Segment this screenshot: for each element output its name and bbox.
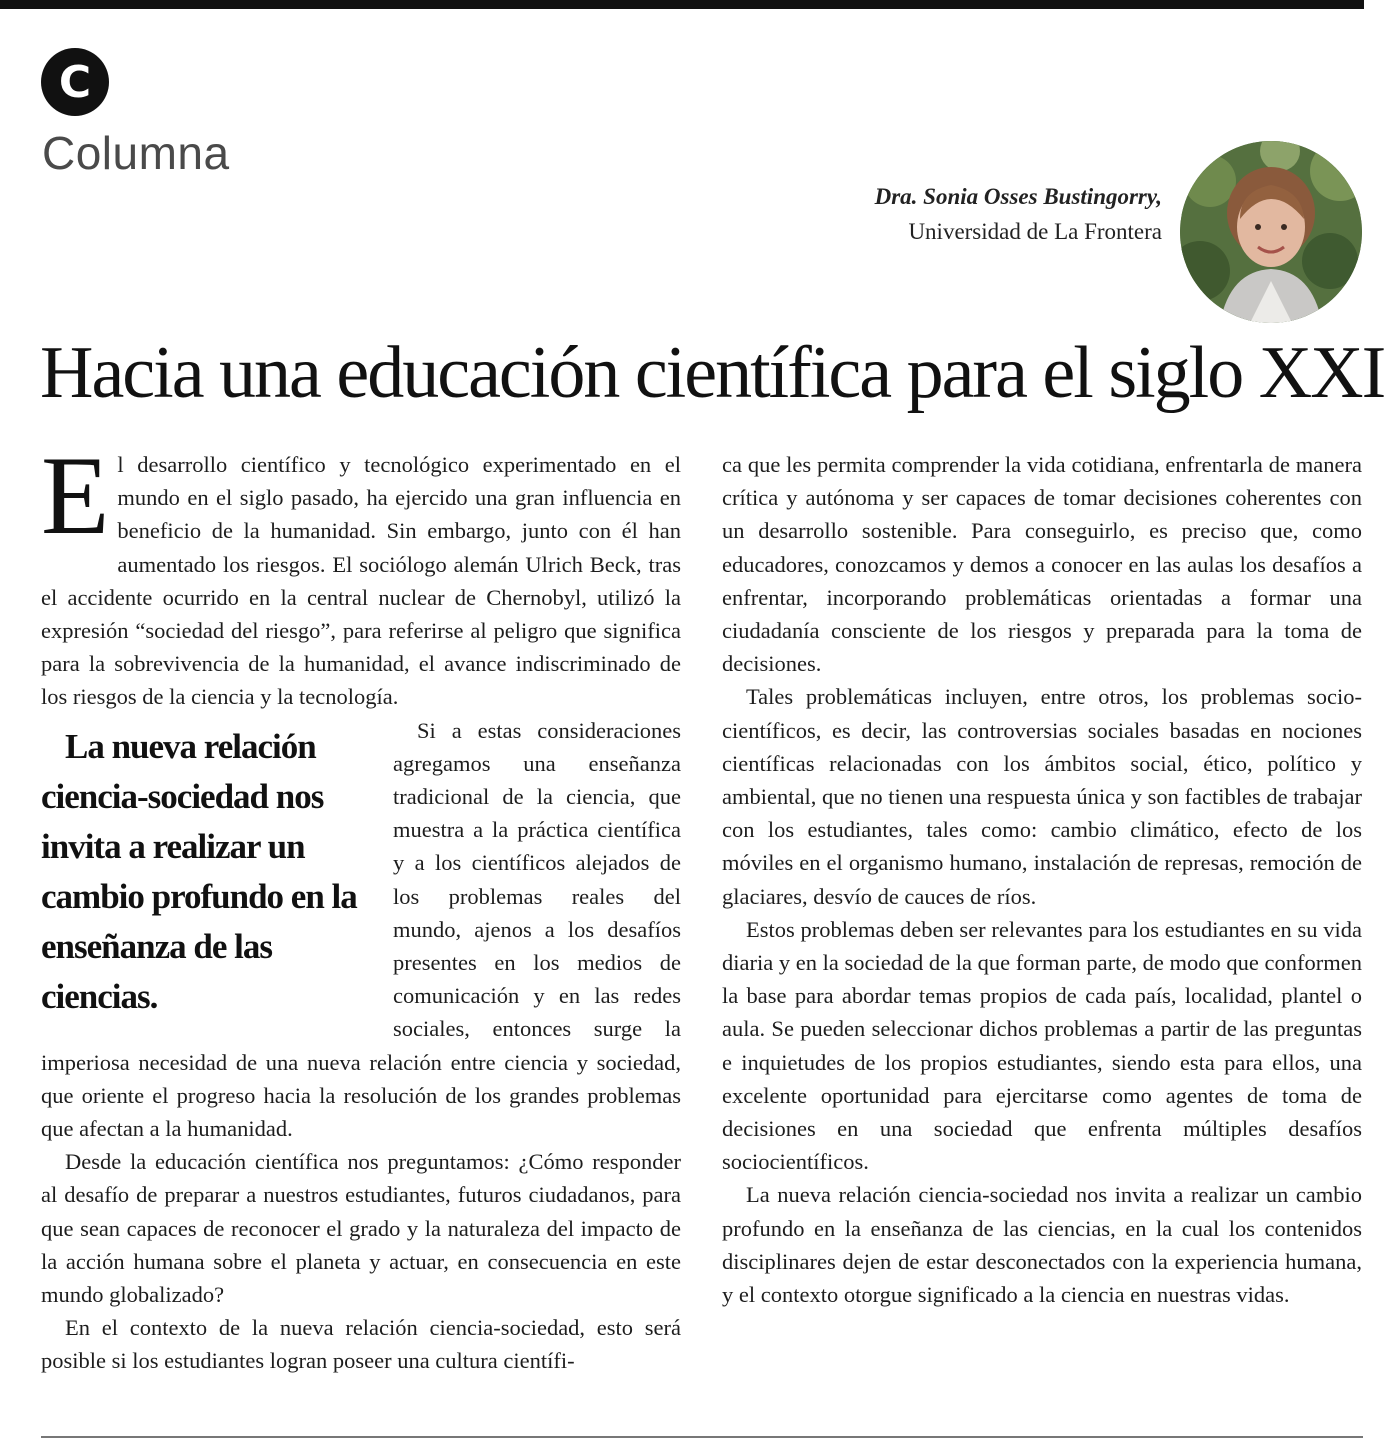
top-rule	[0, 0, 1364, 9]
author-portrait-image	[1180, 141, 1362, 323]
paragraph-6: Estos problemas deben ser relevantes para los estudiantes en su vida diaria y en la sociedad de la que forman parte, de modo que conformen la base para abordar temas propios de cada país, localidad, plantel o aula. Se pueden seleccionar dichos problemas a partir de las preguntas e inquietudes de los propios estudiantes, siendo esta para ellos, una excelente oportunidad para ejercitarse como agentes de toma de decisiones en una sociedad que enfrenta múltiples desafíos sociocientíficos.	[722, 916, 1362, 1175]
paragraph-2: La nueva relación ciencia-sociedad nos invita a realizar un cambio profundo en la enseñanza de las ciencias. Si a estas consideraciones agregamos una enseñanza tradicional de la ciencia, que muestra a la práctica científica y a los científicos alejados de los problemas reales del mundo, ajenos a los desafíos presentes en los medios de comunicación y en las redes sociales, entonces surge la imperiosa necesidad de una nueva relación entre ciencia y sociedad, que oriente el progreso hacia la resolución de los grandes problemas que afectan a la humanidad.	[41, 717, 681, 1142]
article-column-left	[41, 434, 681, 1378]
section-label: Columna	[42, 127, 230, 179]
article-column-right	[722, 448, 1362, 1311]
author-affiliation: Universidad de La Frontera	[908, 219, 1162, 244]
paragraph-4-continued: ca que les permita comprender la vida cotidiana, enfrentarla de manera crítica y autónoma y ser capaces de tomar decisiones coherentes con un desarrollo sostenible. Para conseguirlo, es preciso que, como educadores, conozcamos y demos a conocer en las aulas los desafíos a enfrentar, incorporando problemáticas orientadas a formar una ciudadanía consciente de los riesgos y preparada para la toma de decisiones.	[722, 452, 1362, 677]
paragraph-4-start: En el contexto de la nueva relación ciencia-sociedad, esto será posible si los estudiantes logran poseer una cultura científi-	[41, 1315, 681, 1374]
paragraph-5: Tales problemáticas incluyen, entre otros, los problemas socio-científicos, es decir, las controversias sociales basadas en nociones científicas relacionadas con los ámbitos social, ético, político y ambiental, que no tienen una respuesta única y son factibles de trabajar con los estudiantes, tales como: cambio climático, efecto de los móviles en el organismo humano, instalación de represas, remoción de glaciares, desvío de cauces de ríos.	[722, 684, 1362, 909]
headline: Hacia una educación científica para el siglo XXI	[40, 332, 1385, 414]
bottom-rule	[41, 1436, 1363, 1438]
drop-cap: E	[41, 434, 110, 558]
author-name: Dra. Sonia Osses Bustingorry,	[874, 184, 1162, 209]
pull-quote: La nueva relación ciencia-sociedad nos invita a realizar un cambio profundo en la enseñanza de las ciencias.	[41, 726, 357, 1016]
author-photo	[1180, 141, 1362, 323]
paragraph-7: La nueva relación ciencia-sociedad nos invita a realizar un cambio profundo en la enseñanza de las ciencias, en la cual los contenidos disciplinares dejen de estar desconectados con la experiencia humana, y el contexto otorgue significado a la ciencia en nuestras vidas.	[722, 1182, 1362, 1308]
paragraph-3: Desde la educación científica nos preguntamos: ¿Cómo responder al desafío de preparar a nuestros estudiantes, futuros ciudadanos, para que sean capaces de reconocer el grado y la naturaleza del impacto de la acción humana sobre el planeta y actuar, en consecuencia en este mundo globalizado?	[41, 1149, 681, 1308]
paragraph-intro: El desarrollo científico y tecnológico experimentado en el mundo en el siglo pasado, ha ejercido una gran influencia en beneficio de la humanidad. Sin embargo, junto con él han aumentado los riesgos. El sociólogo alemán Ulrich Beck, tras el accidente ocurrido en la central nuclear de Chernobyl, utilizó la expresión “sociedad del riesgo”, para referirse al peligro que significa para la sobrevivencia de la humanidad, el avance indiscriminado de los riesgos de la ciencia y la tecnología.	[41, 434, 681, 710]
section-badge: C	[41, 48, 109, 116]
